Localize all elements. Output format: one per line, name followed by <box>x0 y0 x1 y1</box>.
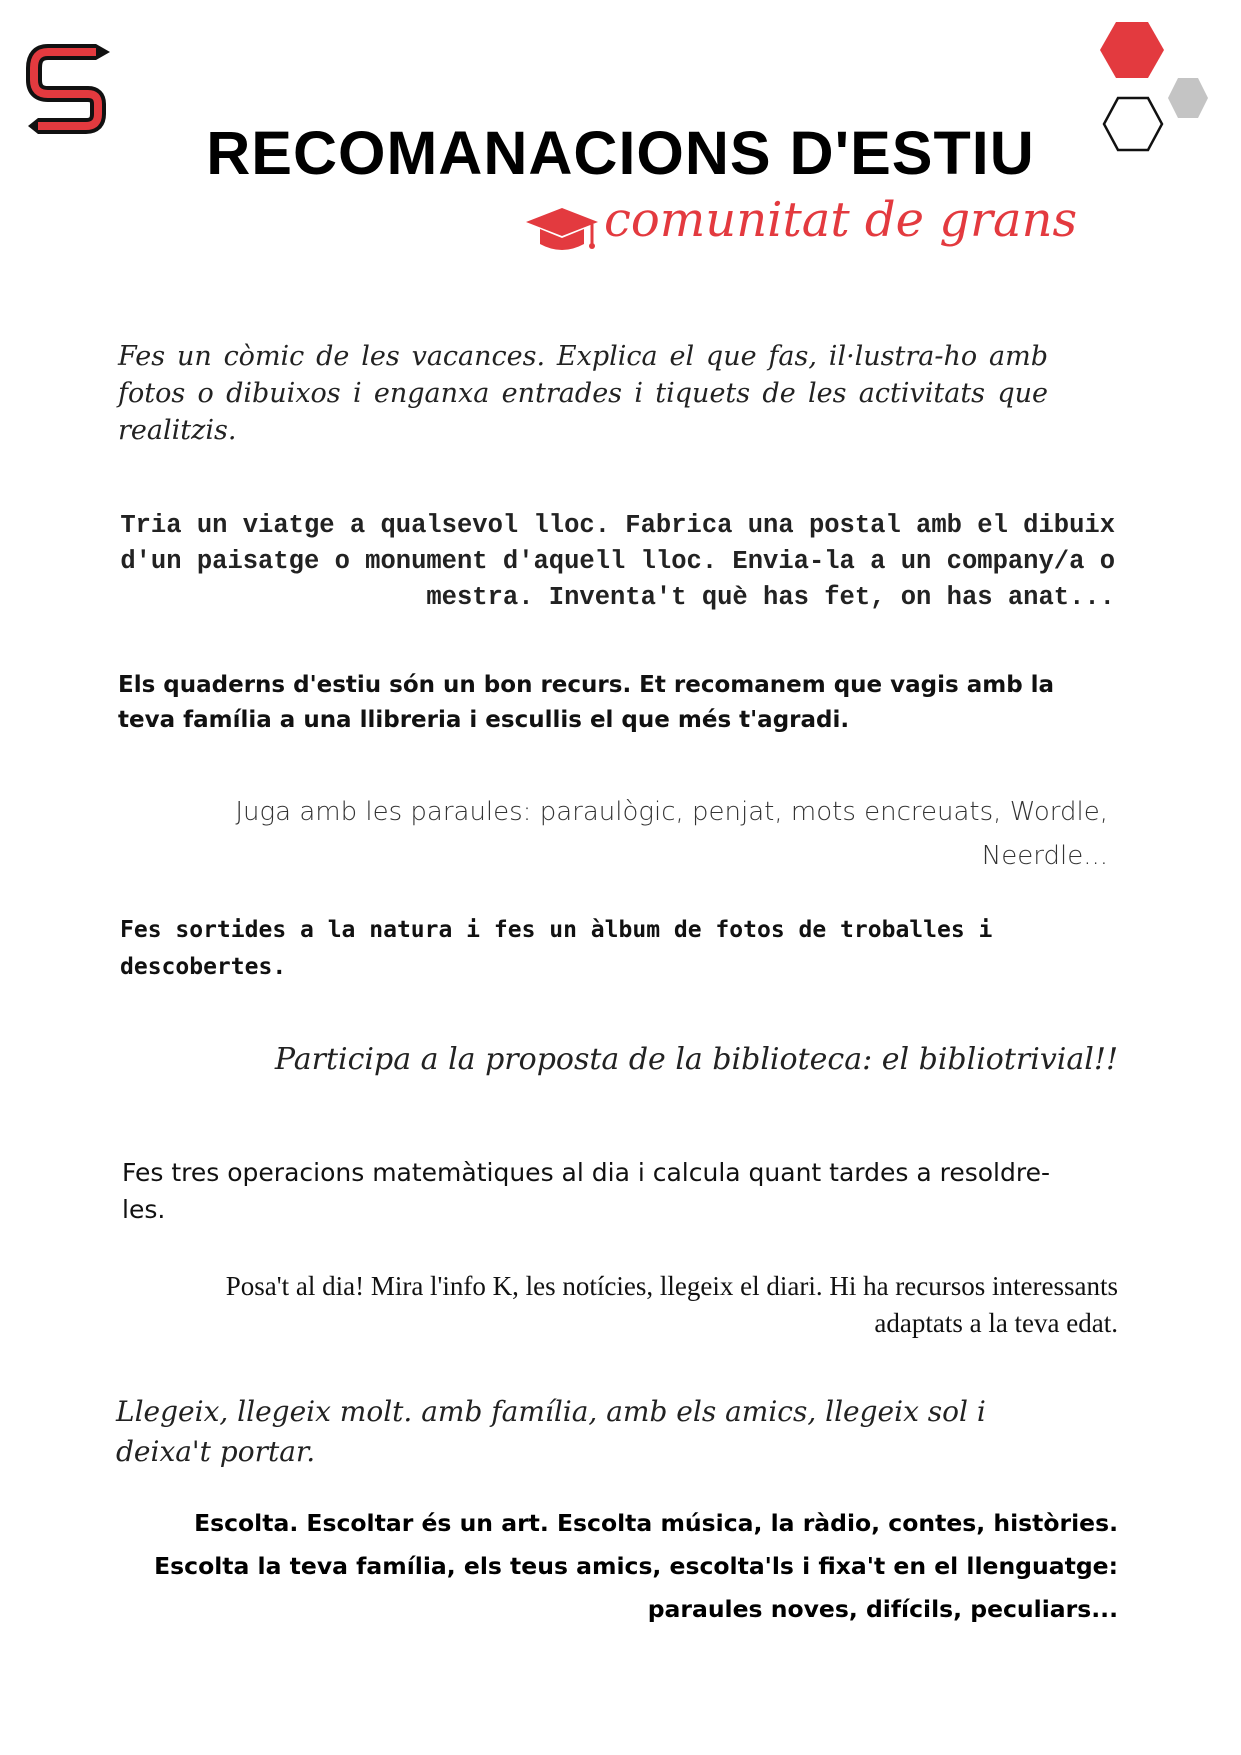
page-subtitle: comunitat de grans <box>604 192 1078 248</box>
recommendation-summer-workbooks: Els quaderns d'estiu són un bon recurs. Et recomanem que vagis amb la teva família a una llibreria i escullis el que més t'agradi. <box>118 672 1055 733</box>
recommendation-library-trivia: Participa a la proposta de la biblioteca: el bibliotrivial!! <box>274 1042 1118 1077</box>
recommendation-postcard: Tria un viatge a qualsevol lloc. Fabrica una postal amb el dibuix d'un paisatge o monument d'aquell lloc. Envia-la a un company/a o mestra. Inventa't què has fet, on has anat... <box>120 511 1115 612</box>
recommendation-reading: Llegeix, llegeix molt. amb família, amb els amics, llegeix sol i deixa't portar. <box>116 1395 986 1468</box>
recommendation-nature-album: Fes sortides a la natura i fes un àlbum de fotos de troballes i descobertes. <box>120 917 993 980</box>
graduation-cap-icon <box>522 202 602 262</box>
recommendation-word-games: Juga amb les paraules: paraulògic, penjat, mots encreuats, Wordle, Neerdle... <box>235 797 1108 871</box>
page-title: RECOMANACIONS D'ESTIU <box>206 119 1035 187</box>
recommendation-comic: Fes un còmic de les vacances. Explica el que fas, il·lustra-ho amb fotos o dibuixos i enganxa entrades i tiquets de les activitats que realitzis. <box>118 341 1048 446</box>
recommendation-math-operations: Fes tres operacions matemàtiques al dia i calcula quant tardes a resoldre-les. <box>122 1158 1050 1224</box>
recommendation-listening: Escolta. Escoltar és un art. Escolta música, la ràdio, contes, històries. Escolta la teva família, els teus amics, escolta'ls i fixa't en el llenguatge: paraules noves, difícils, peculiars... <box>154 1509 1118 1623</box>
recommendation-news: Posa't al dia! Mira l'info K, les notícies, llegeix el diari. Hi ha recursos interessants adaptats a la teva edat. <box>225 1271 1118 1338</box>
subtitle-block <box>522 192 1122 272</box>
